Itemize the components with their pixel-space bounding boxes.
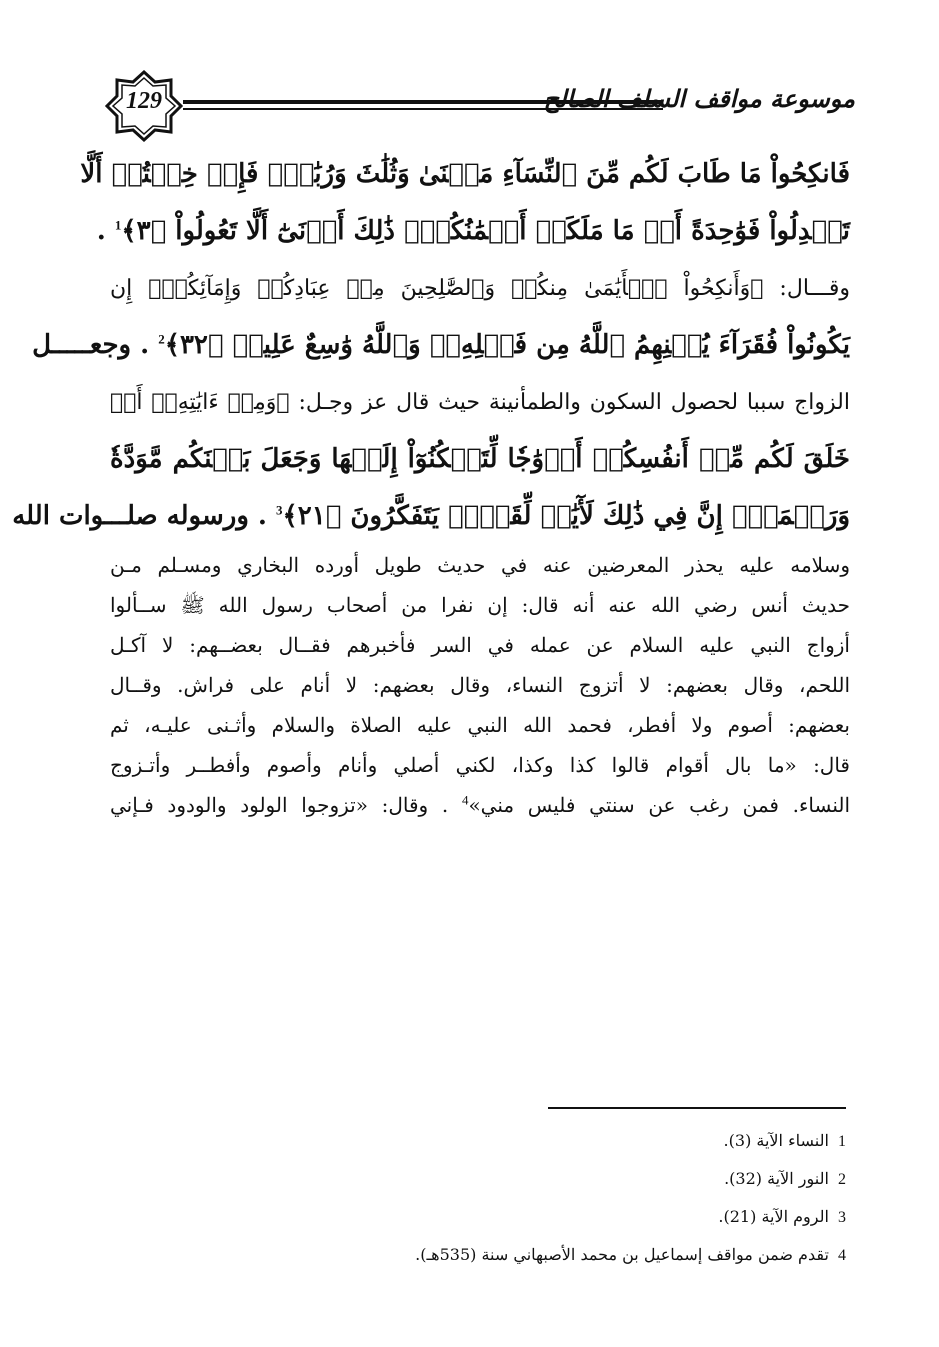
footnote-text: تقدم ضمن مواقف إسماعيل بن محمد الأصبهاني سنة (535هـ). [415,1245,829,1264]
footnote-marker: 4 [461,792,469,808]
footnote [300,1236,846,1274]
text-line [110,705,850,745]
footnote-marker: 1 [114,217,122,233]
footnote-number: 1 [838,1133,846,1150]
text-line-content: وَرَحۡمَةًۚ إِنَّ فِي ذَٰلِكَ لَأٓيَٰتٖ لِّقَوۡمٖ يَتَفَكَّرُونَ ﴿٢١﴾ [282,501,850,531]
footnote [300,1122,846,1160]
text-line [110,625,850,665]
footnote-text: النور الآية (32). [724,1169,829,1188]
main-text [12,146,851,825]
page-number-badge [105,70,183,142]
text-line-tail: . وقال: «تزوجوا الولود والودود فـإني [110,793,462,817]
text-line [110,665,850,705]
series-title: موسوعة مواقف السلف الصالح [543,84,855,113]
text-line [96,203,850,260]
text-line [12,488,850,545]
text-line-content: خَلَقَ لَكُم مِّنۡ أَنفُسِكُمۡ أَزۡوَٰجٗا لِّتَسۡكُنُوٓاْ إِلَيۡهَا وَجَعَلَ بَيۡنَكُم مَّوَدَّةٗ [110,444,850,474]
text-line [110,745,850,785]
text-line-content: فَانكِحُواْ مَا طَابَ لَكُم مِّنَ ٱلنِّسَآءِ مَثۡنَىٰ وَثُلَٰثَ وَرُبَٰعَۖ فَإِنۡ خِفۡتُمۡ أَلَّا [80,159,850,189]
text-line-content: بعضهم: أصوم ولا أفطر، فحمد الله النبي عليه الصلاة والسلام وأثـنى عليـه، ثم [110,713,850,737]
text-line [110,374,850,431]
footnote [300,1160,846,1198]
text-line [32,317,850,374]
text-line-content: وسلامه عليه يحذر المعرضين عنه في حديث طويل أورده البخاري ومسـلم مـن [110,553,851,577]
footnote-text: النساء الآية (3). [723,1131,829,1150]
text-line [110,785,850,825]
text-line-content: النساء. فمن رغب عن سنتي فليس مني» [468,793,851,817]
footnote-text: الروم الآية (21). [718,1207,829,1226]
footnote-number: 2 [838,1171,846,1188]
text-line-tail: . [96,216,115,246]
footnote-number: 4 [838,1247,846,1264]
footnotes [300,1122,846,1274]
text-line-content: يَكُونُواْ فُقَرَآءَ يُغۡنِهِمُ ٱللَّهُ مِن فَضۡلِهِۦۗ وَٱللَّهُ وَٰسِعٌ عَلِيمٞ ﴿٣٢﴾ [164,330,850,360]
text-line-content: اللحم، وقال بعضهم: لا أتزوج النساء، وقال بعضهم: لا أنام على فراش. وقــال [110,673,850,697]
footnote-number: 3 [838,1209,846,1226]
footnote-separator [548,1107,846,1109]
text-line [110,260,850,317]
text-line-content: أزواج النبي عليه السلام عن عمله في السر فأخبرهم فقــال بعضــهم: لا آكـل [110,633,850,657]
text-line [80,146,850,203]
page-header [95,70,855,142]
text-line-content: وقـــال: ﴿وَأَنكِحُواْ ٱلۡأَيَٰمَىٰ مِنكُمۡ وَٱلصَّٰلِحِينَ مِنۡ عِبَادِكُمۡ وَإِمَآئِكُمۡۚ إِن [110,276,850,301]
footnote-marker: 3 [276,502,283,518]
text-line [110,431,850,488]
text-line-content: حديث أنس رضي الله عنه أنه قال: إن نفرا من أصحاب رسول الله ﷺ ســألوا [110,593,850,617]
text-line-tail: . وجعـــــل [32,330,159,360]
footnote [300,1198,846,1236]
text-line-content: تَعۡدِلُواْ فَوَٰحِدَةً أَوۡ مَا مَلَكَتۡ أَيۡمَٰنُكُمۡۚ ذَٰلِكَ أَدۡنَىٰٓ أَلَّا تَعُولُواْ ﴿٣﴾ [121,216,850,246]
text-line-content: الزواج سببا لحصول السكون والطمأنينة حيث قال عز وجـل: ﴿وَمِنۡ ءَايَٰتِهِۦٓ أَنۡ [110,390,850,415]
text-line-content: قال: «ما بال أقوام قالوا كذا وكذا، لكني أصلي وأنام وأصوم وأفطــر وأتـزوج [110,753,850,777]
text-line [110,585,850,625]
footnote-marker: 2 [158,331,165,347]
text-line-tail: . ورسوله صلـــوات الله [12,501,277,531]
text-line [110,545,850,585]
page-number: 129 [126,88,162,114]
